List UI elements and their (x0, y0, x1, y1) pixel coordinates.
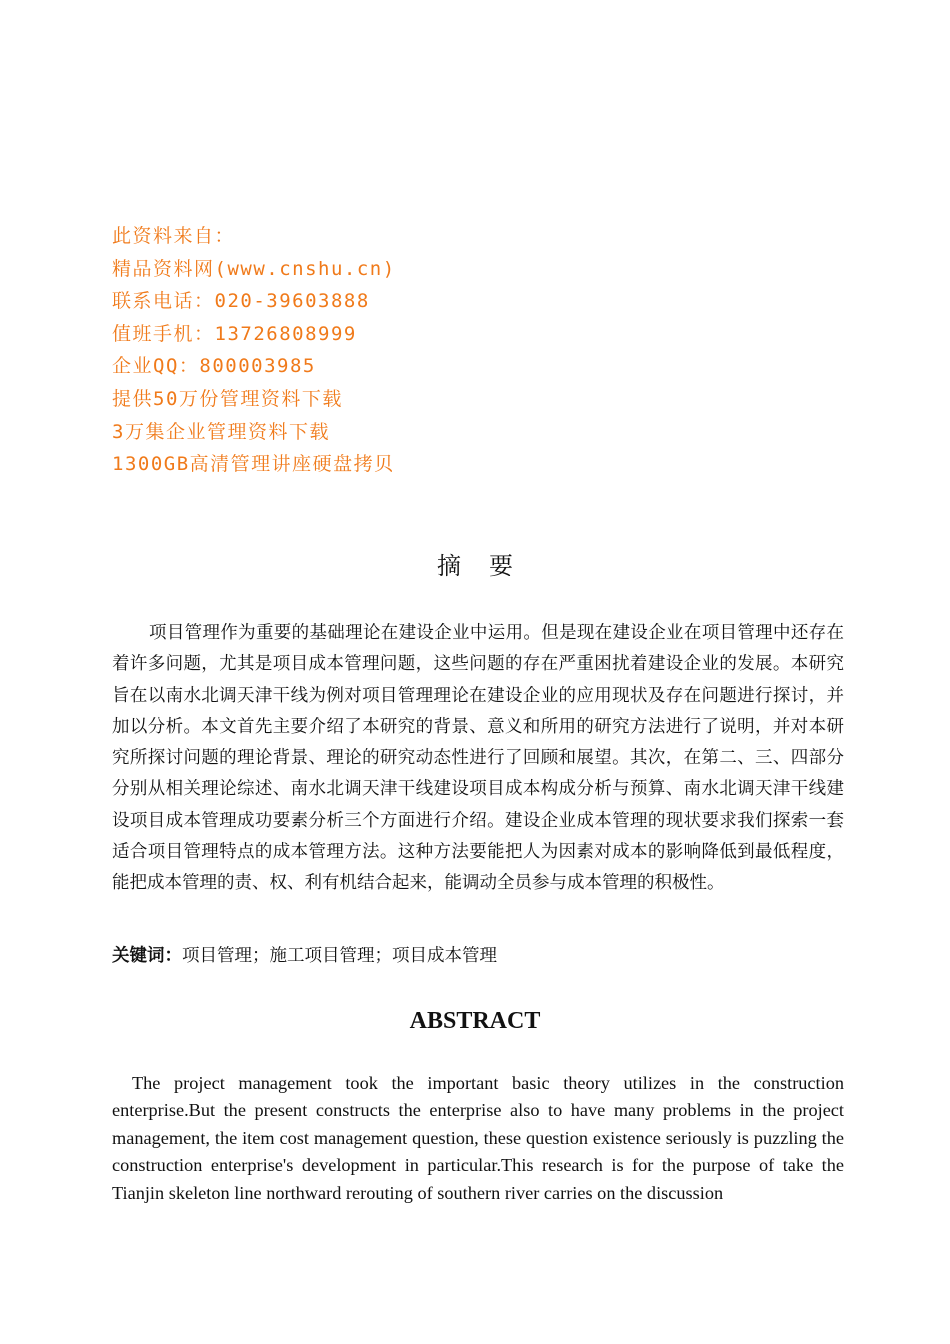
keywords-value: 项目管理；施工项目管理；项目成本管理 (182, 946, 497, 966)
source-line: 提供50万份管理资料下载 (112, 387, 343, 410)
source-line: 1300GB高清管理讲座硬盘拷贝 (112, 453, 395, 476)
english-abstract-title: ABSTRACT (409, 1008, 541, 1034)
source-info-block (112, 220, 396, 481)
source-line: 企业QQ：800003985 (112, 355, 316, 378)
source-line: 值班手机：13726808999 (112, 322, 357, 345)
keywords-label: 关键词： (112, 946, 182, 966)
chinese-abstract-body: 项目管理作为重要的基础理论在建设企业中运用。但是现在建设企业在项目管理中还存在着许多问题，尤其是项目成本管理问题，这些问题的存在严重困扰着建设企业的发展。本研究旨在以南水北调天津干线为例对项目管理理论在建设企业的应用现状及存在问题进行探讨，并加以分析。本文首先主要介绍了本研究的背景、意义和所用的研究方法进行了说明，并对本研究所探讨问题的理论背景、理论的研究动态性进行了回顾和展望。其次，在第二、三、四部分分别从相关理论综述、南水北调天津干线建设项目成本构成分析与预算、南水北调天津干线建设项目成本管理成功要素分析三个方面进行介绍。建设企业成本管理的现状要求我们探索一套适合项目管理特点的成本管理方法。这种方法要能把人为因素对成本的影响降低到最低程度，能把成本管理的责、权、利有机结合起来，能调动全员参与成本管理的积极性。 (112, 623, 844, 894)
english-abstract-body: The project management took the important basic theory utilizes in the construction enterprise.But the present constructs the enterprise also to have many problems in the project management, the item cost management question, these question existence seriously is puzzling the construction enterprise's development in particular.This research is for the purpose of take the Tianjin skeleton line northward rerouting of southern river carries on the discussion (112, 1073, 844, 1203)
source-line: 精品资料网(www.cnshu.cn) (112, 257, 396, 280)
source-line: 联系电话：020-39603888 (112, 290, 370, 313)
source-line: 3万集企业管理资料下载 (112, 420, 330, 443)
chinese-abstract-title: 摘要 (437, 552, 541, 580)
source-line: 此资料来自： (112, 225, 236, 247)
chinese-keywords (112, 941, 844, 972)
